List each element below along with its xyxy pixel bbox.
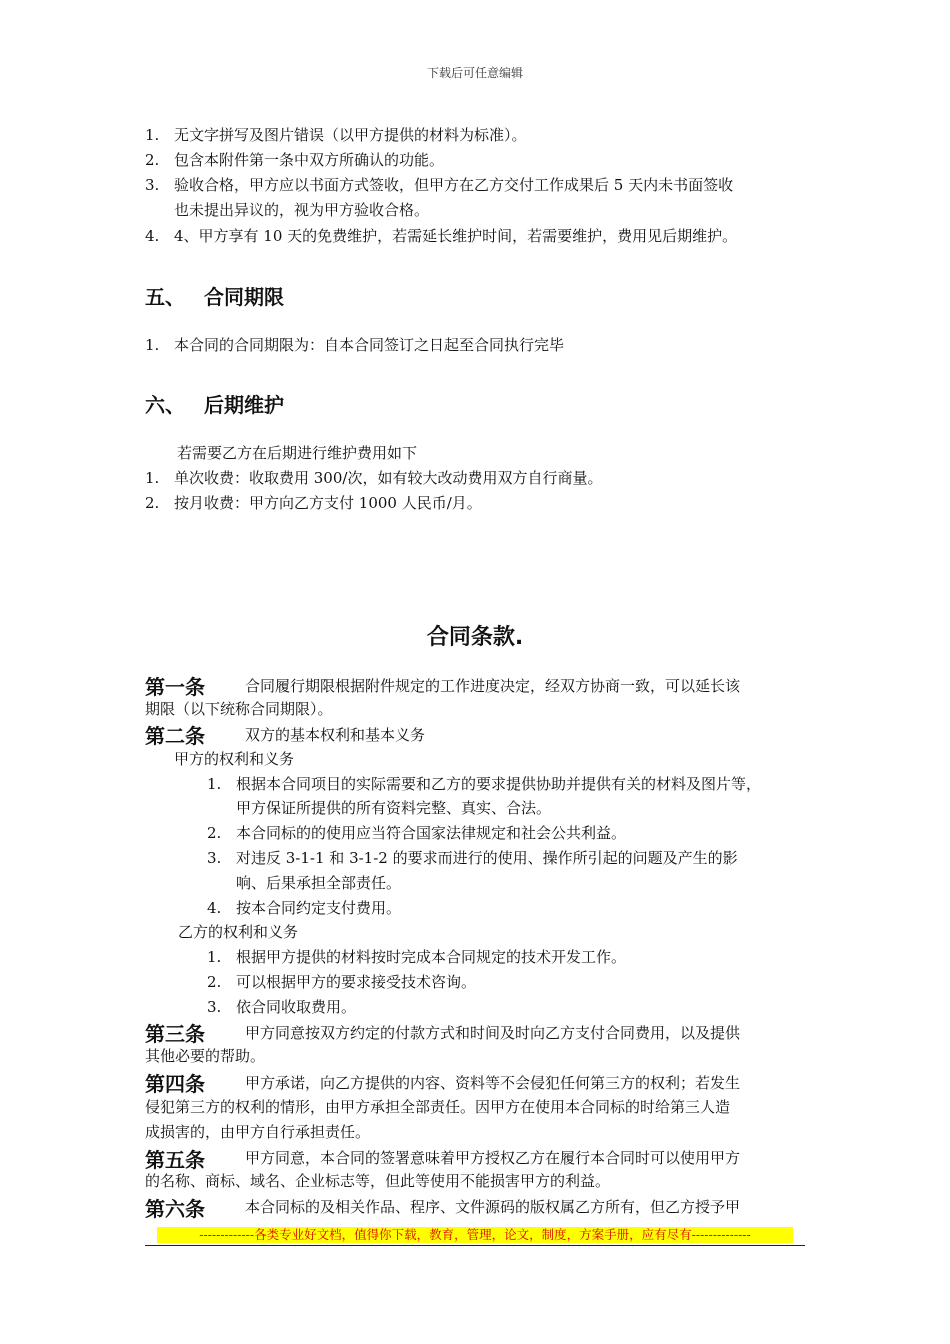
list-item: 可以根据甲方的要求接受技术咨询。 [236,973,477,991]
page-header: 下载后可任意编辑 [426,66,523,80]
list-item-number: 3. [207,998,222,1016]
list-item: 本合同标的的使用应当符合国家法律规定和社会公共利益。 [236,824,627,842]
list-item-number: 1. [145,336,160,354]
article-text: 双方的基本权利和基本义务 [245,726,426,744]
list-item-number: 1. [145,126,160,144]
article-text-continuation: 成损害的，由甲方自行承担责任。 [145,1123,371,1141]
list-item-continuation: 响、后果承担全部责任。 [236,874,402,892]
list-item-number: 1. [207,775,222,793]
section-intro: 若需要乙方在后期进行维护费用如下 [177,444,418,462]
list-item: 本合同的合同期限为：自本合同签订之日起至合同执行完毕 [174,336,565,354]
list-item: 4、甲方享有 10 天的免费维护，若需延长维护时间，若需要维护，费用见后期维护。 [174,227,738,245]
list-item: 依合同收取费用。 [236,998,357,1016]
list-item-continuation: 也未提出异议的，视为甲方验收合格。 [174,201,430,219]
article-text: 甲方同意按双方约定的付款方式和时间及时向乙方支付合同费用，以及提供 [245,1024,741,1042]
section-number: 六、 [145,393,185,417]
article-label: 第三条 [145,1022,205,1046]
list-item: 根据甲方提供的材料按时完成本合同规定的技术开发工作。 [236,948,627,966]
article-text: 合同履行期限根据附件规定的工作进度决定，经双方协商一致，可以延长该 [245,677,741,695]
list-item-number: 1. [207,948,222,966]
list-item-number: 4. [207,899,222,917]
article-text-continuation: 其他必要的帮助。 [145,1047,266,1065]
article-label: 第一条 [145,675,205,699]
list-item-number: 2. [207,824,222,842]
party-b-heading: 乙方的权利和义务 [178,923,299,941]
article-text: 甲方承诺，向乙方提供的内容、资料等不会侵犯任何第三方的权利；若发生 [245,1074,741,1092]
section-number: 五、 [145,285,185,309]
list-item-number: 2. [145,494,160,512]
list-item-number: 4. [145,227,160,245]
list-item: 验收合格，甲方应以书面方式签收，但甲方在乙方交付工作成果后 5 天内未书面签收 [174,176,734,194]
list-item: 按本合同约定支付费用。 [236,899,402,917]
section-title: 后期维护 [204,393,284,417]
list-item: 对违反 3-1-1 和 3-1-2 的要求而进行的使用、操作所引起的问题及产生的影 [236,849,738,867]
article-label: 第四条 [145,1072,205,1096]
article-text-continuation: 侵犯第三方的权利的情形，由甲方承担全部责任。因甲方在使用本合同标的时给第三人造 [145,1098,731,1116]
list-item-number: 3. [145,176,160,194]
party-a-heading: 甲方的权利和义务 [174,750,295,768]
article-text: 甲方同意，本合同的签署意味着甲方授权乙方在履行本合同时可以使用甲方 [245,1149,741,1167]
article-text-continuation: 的名称、商标、域名、企业标志等，但此等使用不能损害甲方的利益。 [145,1172,611,1190]
section-title: 合同期限 [204,285,284,309]
list-item: 包含本附件第一条中双方所确认的功能。 [174,151,445,169]
list-item-continuation: 甲方保证所提供的所有资料完整、真实、合法。 [236,799,552,817]
list-item: 单次收费：收取费用 300/次，如有较大改动费用双方自行商量。 [174,469,603,487]
article-label: 第五条 [145,1148,205,1172]
article-label: 第二条 [145,724,205,748]
article-text: 本合同标的及相关作品、程序、文件源码的版权属乙方所有，但乙方授予甲 [245,1198,741,1216]
footer-divider [145,1245,805,1246]
footer-banner: -------------各类专业好文档，值得你下载，教育，管理，论文，制度，方案手册，应有尽有-------------- [157,1227,793,1243]
list-item: 按月收费：甲方向乙方支付 1000 人民币/月。 [174,494,482,512]
article-text-continuation: 期限（以下统称合同期限）。 [145,700,333,718]
list-item: 根据本合同项目的实际需要和乙方的要求提供协助并提供有关的材料及图片等， [236,775,762,793]
list-item: 无文字拼写及图片错误（以甲方提供的材料为标准）。 [174,126,527,144]
list-item-number: 1. [145,469,160,487]
terms-title: 合同条款. [426,625,524,650]
list-item-number: 2. [145,151,160,169]
list-item-number: 2. [207,973,222,991]
list-item-number: 3. [207,849,222,867]
article-label: 第六条 [145,1197,205,1221]
